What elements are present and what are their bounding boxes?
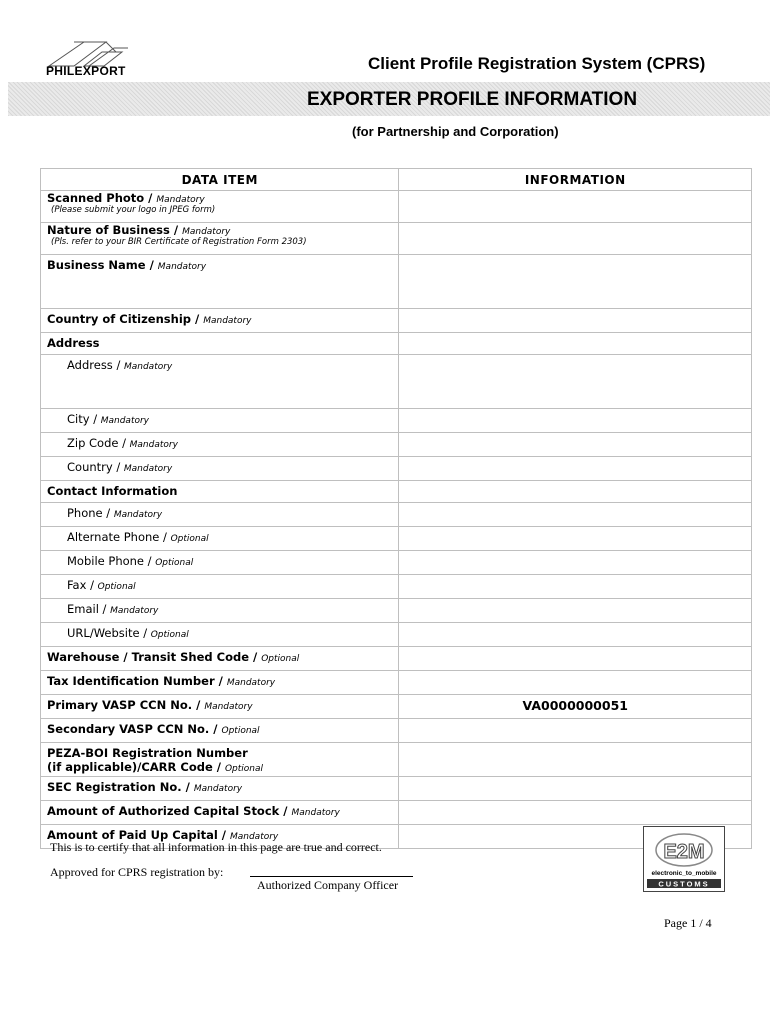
row-label: Secondary VASP CCN No. / xyxy=(47,722,222,736)
requirement-tag: Mandatory xyxy=(129,440,178,450)
row-label: City / xyxy=(67,412,101,426)
requirement-tag: Optional xyxy=(224,764,264,774)
row-label: Mobile Phone / xyxy=(67,554,156,568)
info-field xyxy=(399,333,752,355)
row-label: Business Name / xyxy=(47,258,158,272)
info-field[interactable] xyxy=(399,409,752,433)
row-label-cell xyxy=(41,671,399,695)
info-field[interactable] xyxy=(399,255,752,309)
primary-vasp-value[interactable]: VA0000000051 xyxy=(399,695,752,719)
row-label-cell xyxy=(41,743,399,777)
row-label: Amount of Paid Up Capital / xyxy=(47,828,230,842)
requirement-tag: Optional xyxy=(155,558,194,568)
row-label-cell xyxy=(41,457,399,481)
table-row xyxy=(41,457,752,481)
requirement-tag: Optional xyxy=(97,582,136,592)
row-label-cell xyxy=(41,575,399,599)
row-label: SEC Registration No. / xyxy=(47,780,194,794)
row-label: Primary VASP CCN No. / xyxy=(47,698,205,712)
row-label-cell xyxy=(41,191,399,223)
requirement-tag: Mandatory xyxy=(123,464,173,474)
row-label-cell xyxy=(41,355,399,409)
signature-line[interactable] xyxy=(250,876,413,877)
row-label: Alternate Phone / xyxy=(67,530,171,544)
info-field[interactable] xyxy=(399,623,752,647)
requirement-tag: Mandatory xyxy=(110,606,159,616)
requirement-tag: Mandatory xyxy=(113,510,163,520)
row-label-cell xyxy=(41,695,399,719)
section-label-address: Address xyxy=(47,336,100,350)
requirement-tag: Mandatory xyxy=(123,362,173,372)
table-row xyxy=(41,719,752,743)
requirement-tag: Mandatory xyxy=(156,195,205,205)
table-row xyxy=(41,551,752,575)
table-row xyxy=(41,801,752,825)
info-field[interactable] xyxy=(399,575,752,599)
row-label-cell xyxy=(41,623,399,647)
info-field[interactable] xyxy=(399,743,752,777)
row-label-cell xyxy=(41,409,399,433)
table-row xyxy=(41,409,752,433)
info-field[interactable] xyxy=(399,647,752,671)
requirement-tag: Mandatory xyxy=(203,316,252,326)
row-label: Country of Citizenship / xyxy=(47,312,204,326)
table-row xyxy=(41,647,752,671)
page-title: EXPORTER PROFILE INFORMATION xyxy=(307,89,638,110)
requirement-tag: Mandatory xyxy=(193,784,243,794)
table-row xyxy=(41,599,752,623)
row-label: Country / xyxy=(67,460,124,474)
requirement-tag: Mandatory xyxy=(157,262,207,272)
row-label-cell xyxy=(41,647,399,671)
row-label: Phone / xyxy=(67,506,114,520)
table-row xyxy=(41,695,752,719)
page-number: Page 1 / 4 xyxy=(664,916,712,930)
row-label: Zip Code / xyxy=(67,436,130,450)
row-label: Nature of Business / xyxy=(47,223,183,237)
requirement-tag: Optional xyxy=(170,534,209,544)
col-data-item-header: DATA ITEM xyxy=(41,169,399,191)
info-field[interactable] xyxy=(399,503,752,527)
table-row xyxy=(41,503,752,527)
info-field[interactable] xyxy=(399,719,752,743)
row-label: Address / xyxy=(67,358,124,372)
row-label: Tax Identification Number / xyxy=(47,674,227,688)
table-row xyxy=(41,481,752,503)
table-row xyxy=(41,309,752,333)
row-label-line2: (if applicable)/CARR Code / xyxy=(47,760,225,774)
info-field[interactable] xyxy=(399,671,752,695)
row-label-cell xyxy=(41,333,399,355)
requirement-tag: Mandatory xyxy=(204,702,253,712)
table-row xyxy=(41,575,752,599)
e2m-logo-band: CUSTOMS xyxy=(658,879,710,889)
requirement-tag: Mandatory xyxy=(229,832,279,842)
row-label: Amount of Authorized Capital Stock / xyxy=(47,804,292,818)
row-label-cell xyxy=(41,255,399,309)
row-label-cell xyxy=(41,599,399,623)
info-field[interactable] xyxy=(399,355,752,409)
table-row xyxy=(41,777,752,801)
requirement-tag: Mandatory xyxy=(226,678,276,688)
requirement-tag: Mandatory xyxy=(100,416,150,426)
row-label: PEZA-BOI Registration Number xyxy=(47,746,248,760)
e2m-customs-logo-icon xyxy=(643,826,725,892)
info-field[interactable] xyxy=(399,191,752,223)
row-label: URL/Website / xyxy=(67,626,151,640)
row-label: Email / xyxy=(67,602,111,616)
e2m-logo-tagline: electronic_to_mobile xyxy=(651,870,717,877)
requirement-tag: Mandatory xyxy=(291,808,340,818)
table-row xyxy=(41,223,752,255)
info-field[interactable] xyxy=(399,527,752,551)
row-note: (Pls. refer to your BIR Certificate of Registration Form 2303) xyxy=(51,237,307,247)
e2m-logo-title: E2M xyxy=(663,841,705,863)
info-field[interactable] xyxy=(399,777,752,801)
row-label-cell xyxy=(41,481,399,503)
table-row xyxy=(41,255,752,309)
col-information-header: INFORMATION xyxy=(399,169,752,191)
row-note: (Please submit your logo in JPEG form) xyxy=(51,205,216,215)
table-row xyxy=(41,671,752,695)
info-field[interactable] xyxy=(399,457,752,481)
row-label-cell xyxy=(41,777,399,801)
profile-table xyxy=(40,168,752,849)
row-label-cell xyxy=(41,527,399,551)
table-row xyxy=(41,333,752,355)
table-row xyxy=(41,527,752,551)
signature-caption: Authorized Company Officer xyxy=(257,878,399,892)
row-label: Fax / xyxy=(67,578,98,592)
table-row xyxy=(41,623,752,647)
info-field[interactable] xyxy=(399,551,752,575)
row-label-cell xyxy=(41,433,399,457)
certification-text: This is to certify that all information in this page are true and correct. xyxy=(50,840,382,854)
row-label-cell xyxy=(41,223,399,255)
row-label-cell xyxy=(41,309,399,333)
system-title: Client Profile Registration System (CPRS) xyxy=(368,54,706,73)
requirement-tag: Optional xyxy=(221,726,260,736)
table-row xyxy=(41,743,752,777)
logo-text: PHILEXPORT xyxy=(46,64,126,78)
info-field[interactable] xyxy=(399,223,752,255)
row-label-cell xyxy=(41,719,399,743)
info-field xyxy=(399,481,752,503)
info-field[interactable] xyxy=(399,309,752,333)
info-field[interactable] xyxy=(399,801,752,825)
row-label: Warehouse / Transit Shed Code / xyxy=(47,650,262,664)
page-subtitle: (for Partnership and Corporation) xyxy=(352,124,559,139)
row-label-cell xyxy=(41,801,399,825)
requirement-tag: Optional xyxy=(150,630,189,640)
section-label-contact: Contact Information xyxy=(47,484,178,498)
row-label: Scanned Photo / xyxy=(47,191,157,205)
requirement-tag: Mandatory xyxy=(182,227,231,237)
requirement-tag: Optional xyxy=(261,654,300,664)
table-row xyxy=(41,355,752,409)
table-header-row xyxy=(41,169,752,191)
row-label-cell xyxy=(41,551,399,575)
row-label-cell xyxy=(41,503,399,527)
table-row xyxy=(41,191,752,223)
approved-by-label: Approved for CPRS registration by: xyxy=(50,865,224,879)
table-row xyxy=(41,433,752,457)
info-field[interactable] xyxy=(399,599,752,623)
info-field[interactable] xyxy=(399,433,752,457)
